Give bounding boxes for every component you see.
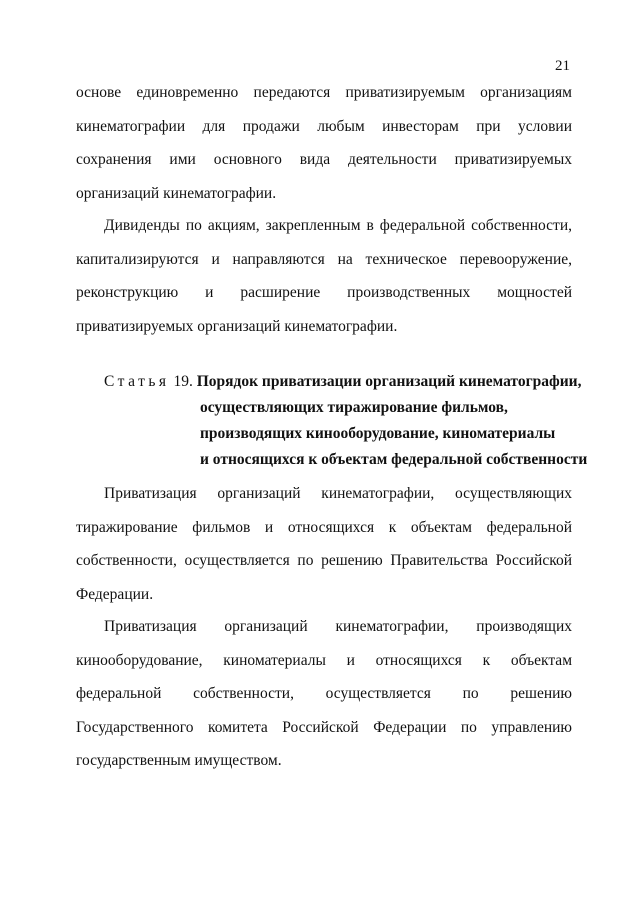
paragraph-line: организаций кинематографии. (76, 184, 277, 202)
paragraph-4 (76, 610, 572, 778)
article-title-line: осуществляющих тиражирование фильмов, (200, 399, 508, 416)
paragraph-line: федеральной собственности, осуществляется по решению (76, 685, 572, 702)
paragraph-1 (76, 76, 572, 210)
article-label: Статья (104, 373, 170, 390)
paragraph-line: сохранения ими основного вида деятельности приватизируемых (76, 151, 572, 168)
page-number: 21 (555, 58, 570, 74)
paragraph-line: реконструкцию и расширение производственных мощностей (76, 284, 572, 301)
paragraph-line: Приватизация организаций кинематографии, производящих (104, 618, 572, 635)
paragraph-line: тиражирование фильмов и относящихся к объектам федеральной (76, 518, 572, 536)
paragraph-2 (76, 209, 572, 343)
paragraph-line: Государственного комитета Российской Федерации по управлению (76, 718, 572, 736)
paragraph-3 (76, 477, 572, 611)
paragraph-line: Федерации. (76, 585, 154, 603)
paragraph-line: Дивиденды по акциям, закрепленным в федеральной собственности, (104, 217, 572, 234)
paragraph-line: кинооборудование, киноматериалы и относящихся к объектам (76, 651, 572, 669)
paragraph-line: капитализируются и направляются на техническое перевооружение, (76, 250, 572, 268)
article-heading (104, 369, 588, 473)
article-title-text: Порядок приватизации организаций кинематографии, (196, 373, 582, 390)
article-number: 19. (173, 373, 193, 390)
article-title-line (104, 369, 582, 395)
article-title-line: и относящихся к объектам федеральной собственности (200, 451, 588, 468)
paragraph-line: кинематографии для продажи любым инвесторам при условии (76, 117, 572, 135)
paragraph-line: собственности, осуществляется по решению Правительства Российской (76, 552, 572, 569)
paragraph-line: Приватизация организаций кинематографии, осуществляющих (104, 485, 572, 502)
paragraph-line: основе единовременно передаются приватизируемым организациям (76, 84, 572, 101)
paragraph-line: приватизируемых организаций кинематографии. (76, 317, 398, 335)
paragraph-line: государственным имуществом. (76, 752, 282, 769)
article-title-line: производящих кинооборудование, киноматериалы (200, 425, 556, 442)
